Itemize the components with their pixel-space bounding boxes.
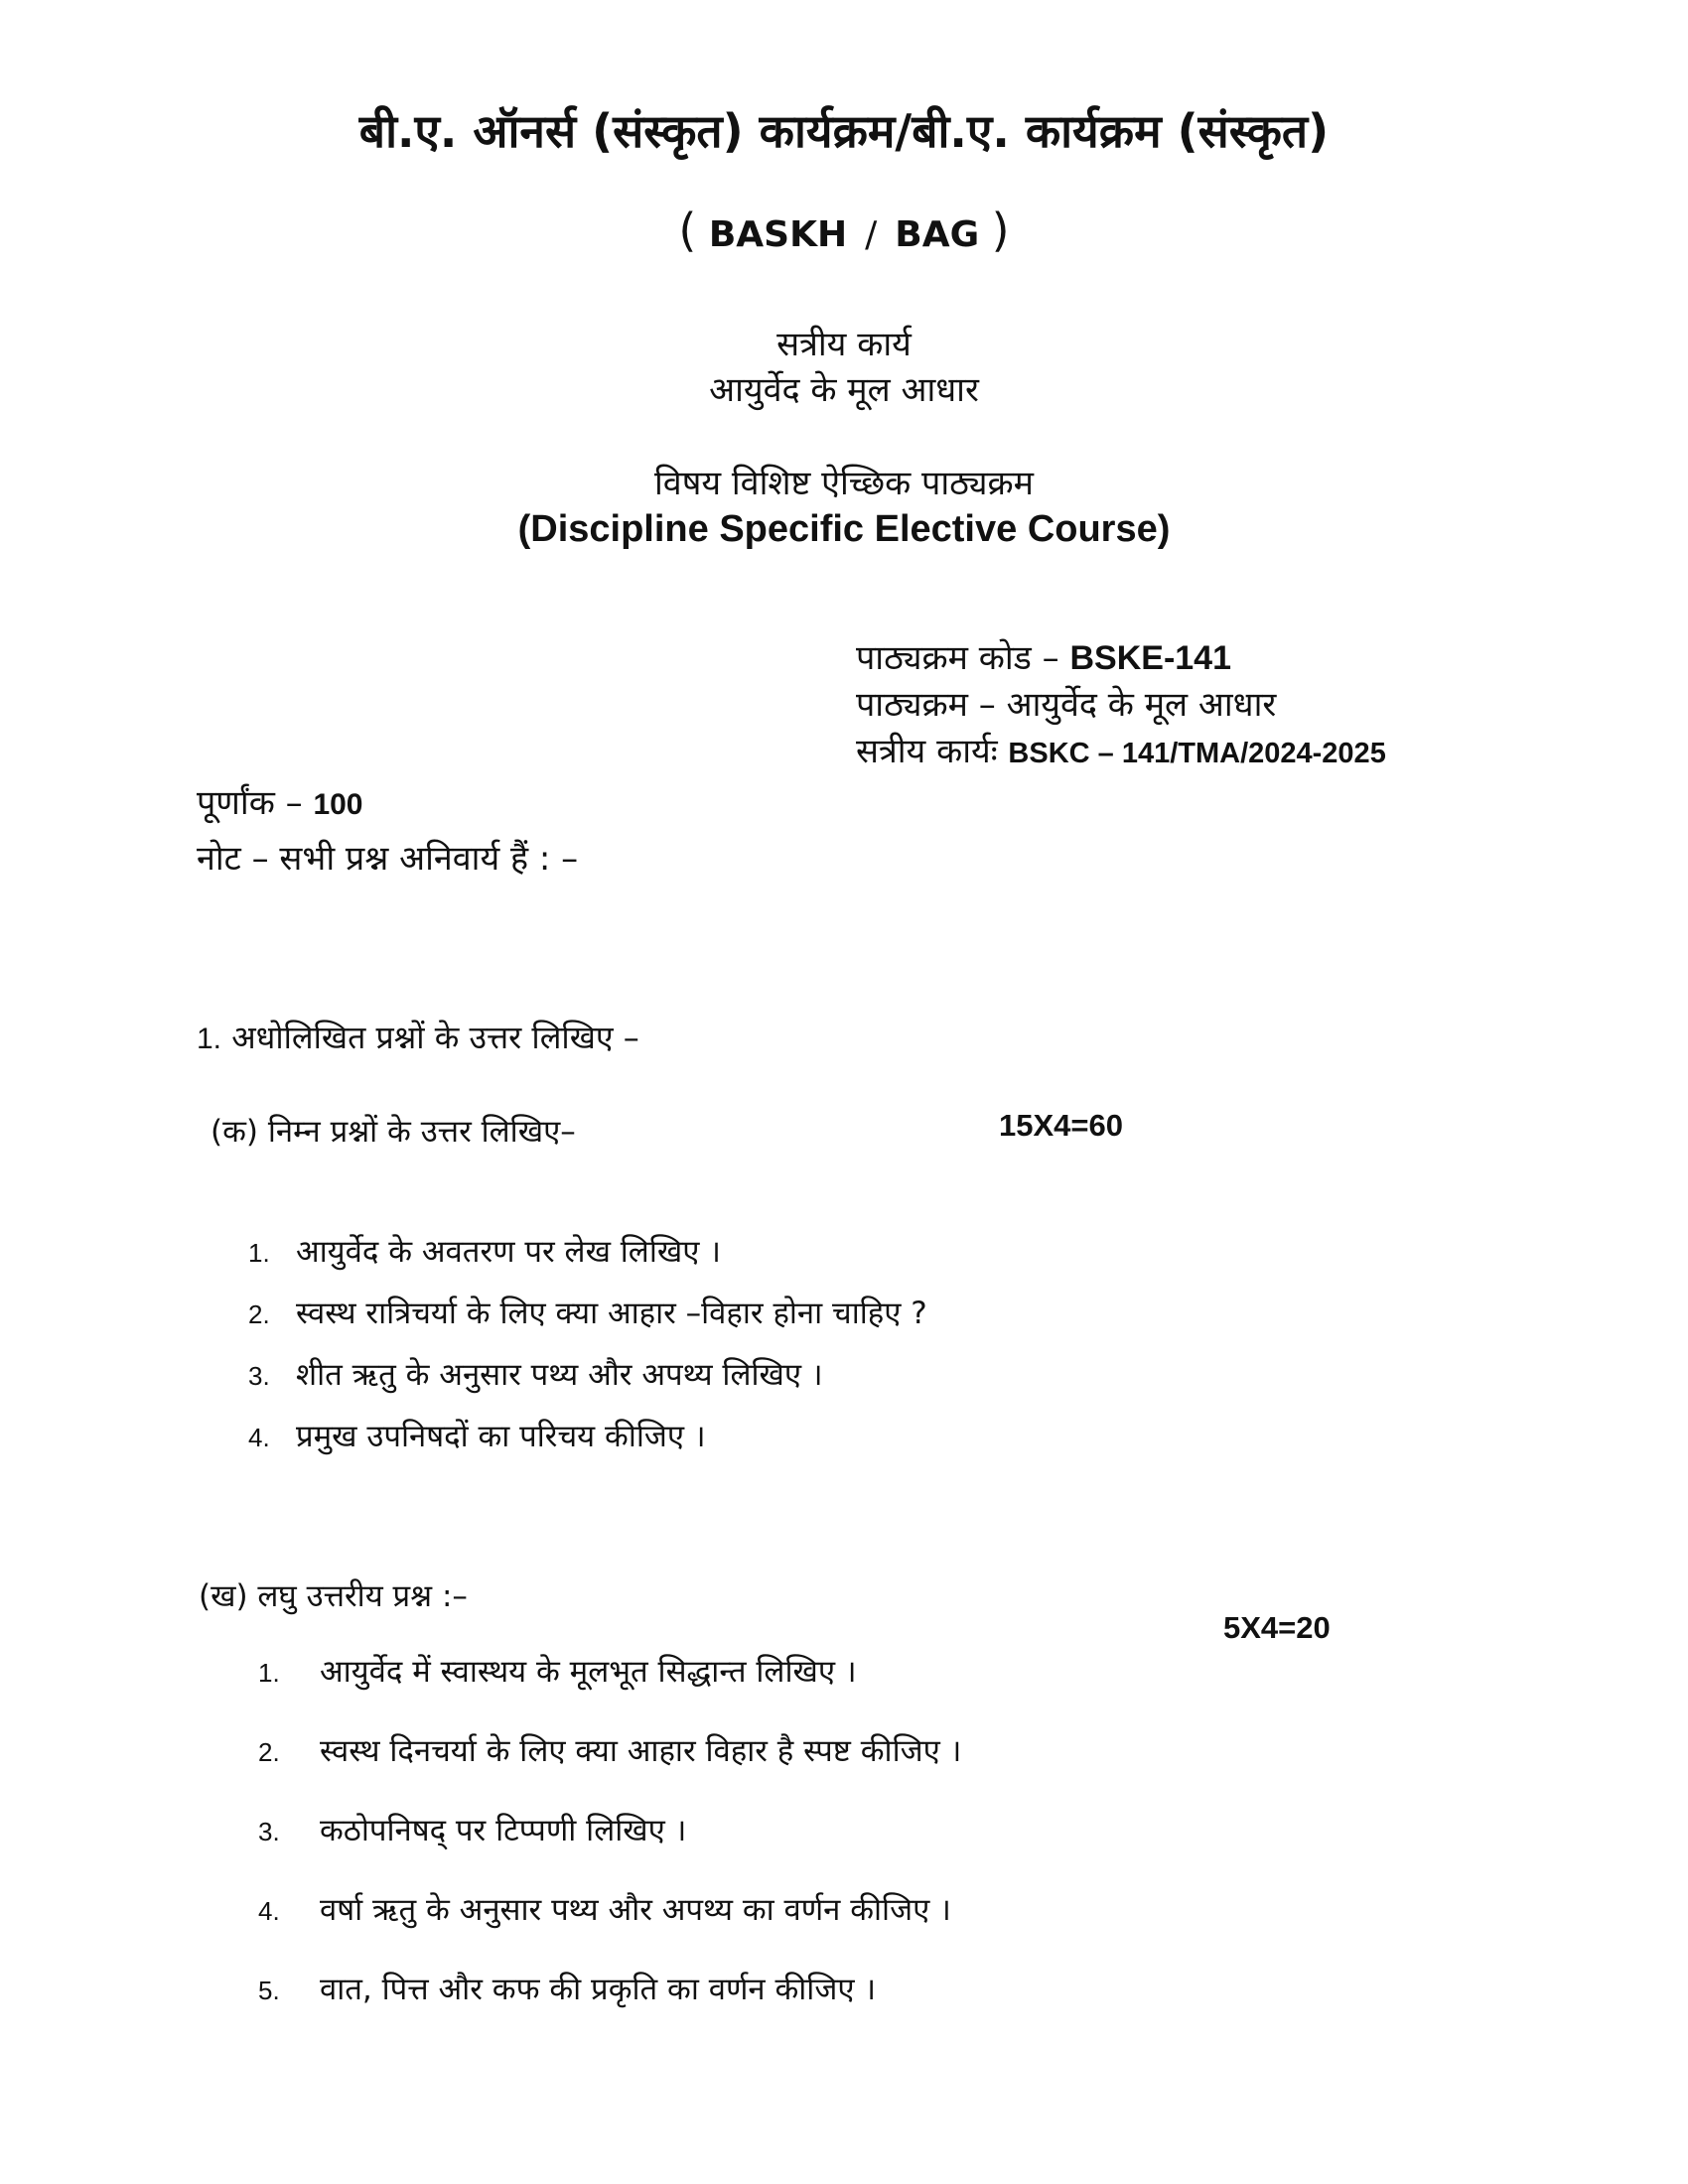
assignment-code-label: सत्रीय कार्यः bbox=[856, 732, 998, 771]
list-item bbox=[258, 1968, 961, 2047]
list-item-text: स्वस्थ रात्रिचर्या के लिए क्या आहार –विहार होना चाहिए ? bbox=[296, 1296, 927, 1331]
section-a-marks: 15X4=60 bbox=[999, 1108, 1123, 1143]
code-open-paren: ( bbox=[678, 204, 697, 257]
course-type-hindi: विषय विशिष्ट ऐच्छिक पाठ्यक्रम bbox=[653, 464, 1034, 503]
total-marks-line bbox=[197, 776, 578, 832]
course-meta-block bbox=[856, 635, 1386, 777]
list-item bbox=[248, 1293, 927, 1354]
list-item-text: कठोपनिषद् पर टिप्पणी लिखिए । bbox=[320, 1813, 687, 1848]
list-item-text: प्रमुख उपनिषदों का परिचय कीजिए । bbox=[296, 1419, 706, 1454]
list-item-number: 1. bbox=[258, 1658, 280, 1688]
assignment-code-line bbox=[856, 729, 1386, 777]
list-item-text: वर्षा ऋतु के अनुसार पथ्य और अपथ्य का वर्णन कीजिए । bbox=[320, 1892, 951, 1928]
list-item-number: 4. bbox=[258, 1896, 280, 1926]
course-code-value: BSKE-141 bbox=[1069, 639, 1231, 677]
total-marks-label: पूर्णांक – bbox=[197, 783, 303, 823]
program-code-line bbox=[0, 204, 1688, 257]
list-item bbox=[258, 1809, 961, 1888]
question-1-text: अधोलिखित प्रश्नों के उत्तर लिखिए – bbox=[231, 1019, 639, 1056]
question-1-number: 1. bbox=[197, 1023, 222, 1055]
question-1-heading bbox=[197, 1016, 639, 1058]
list-item-number: 3. bbox=[258, 1817, 280, 1846]
list-item-number: 2. bbox=[258, 1737, 280, 1767]
assignment-label: सत्रीय कार्य bbox=[776, 325, 912, 364]
list-item bbox=[248, 1354, 927, 1416]
list-item bbox=[258, 1729, 961, 1809]
list-item-number: 4. bbox=[248, 1423, 270, 1452]
program-title: बी.ए. ऑनर्स (संस्कृत) कार्यक्रम/बी.ए. कार्यक्रम (संस्कृत) bbox=[358, 104, 1330, 158]
section-a-label: (क) निम्न प्रश्नों के उत्तर लिखिए– bbox=[211, 1114, 576, 1150]
list-item-number: 2. bbox=[248, 1299, 270, 1329]
list-item-number: 3. bbox=[248, 1361, 270, 1391]
instructions-note: नोट – सभी प्रश्न अनिवार्य हैं : – bbox=[197, 839, 579, 879]
assignment-code-value: BSKC – 141/TMA/2024-2025 bbox=[1008, 738, 1386, 769]
subject-title: आयुर्वेद के मूल आधार bbox=[709, 370, 979, 410]
list-item-text: आयुर्वेद के अवतरण पर लेख लिखिए । bbox=[296, 1234, 721, 1270]
list-item-text: आयुर्वेद में स्वास्थय के मूलभूत सिद्धान्त लिखिए । bbox=[320, 1654, 857, 1690]
section-b-question-list bbox=[258, 1650, 961, 2047]
section-b-marks: 5X4=20 bbox=[1223, 1610, 1331, 1645]
course-name-line: पाठ्यक्रम – आयुर्वेद के मूल आधार bbox=[856, 685, 1277, 725]
marks-block bbox=[197, 776, 578, 886]
list-item bbox=[248, 1231, 927, 1293]
section-b-label: (ख) लघु उत्तरीय प्रश्न :– bbox=[199, 1578, 468, 1614]
code-close-paren: ) bbox=[991, 204, 1010, 257]
course-code-label: पाठ्यक्रम कोड – bbox=[856, 638, 1059, 678]
list-item-text: स्वस्थ दिनचर्या के लिए क्या आहार विहार है स्पष्ट कीजिए । bbox=[320, 1733, 962, 1769]
program-code-baskh: BASKH bbox=[708, 214, 848, 255]
list-item bbox=[248, 1416, 927, 1477]
list-item-number: 1. bbox=[248, 1238, 270, 1268]
code-separator: / bbox=[865, 214, 878, 255]
list-item-number: 5. bbox=[258, 1976, 280, 2005]
course-type-english: (Discipline Specific Elective Course) bbox=[517, 508, 1171, 550]
list-item-text: वात, पित्त और कफ की प्रकृति का वर्णन कीजिए । bbox=[320, 1972, 877, 2007]
program-code-bag: BAG bbox=[895, 214, 980, 255]
list-item-text: शीत ऋतु के अनुसार पथ्य और अपथ्य लिखिए । bbox=[296, 1357, 823, 1393]
list-item bbox=[258, 1650, 961, 1729]
list-item bbox=[258, 1888, 961, 1968]
course-code-line bbox=[856, 635, 1386, 682]
section-a-question-list bbox=[248, 1231, 927, 1477]
total-marks-value: 100 bbox=[313, 788, 363, 821]
